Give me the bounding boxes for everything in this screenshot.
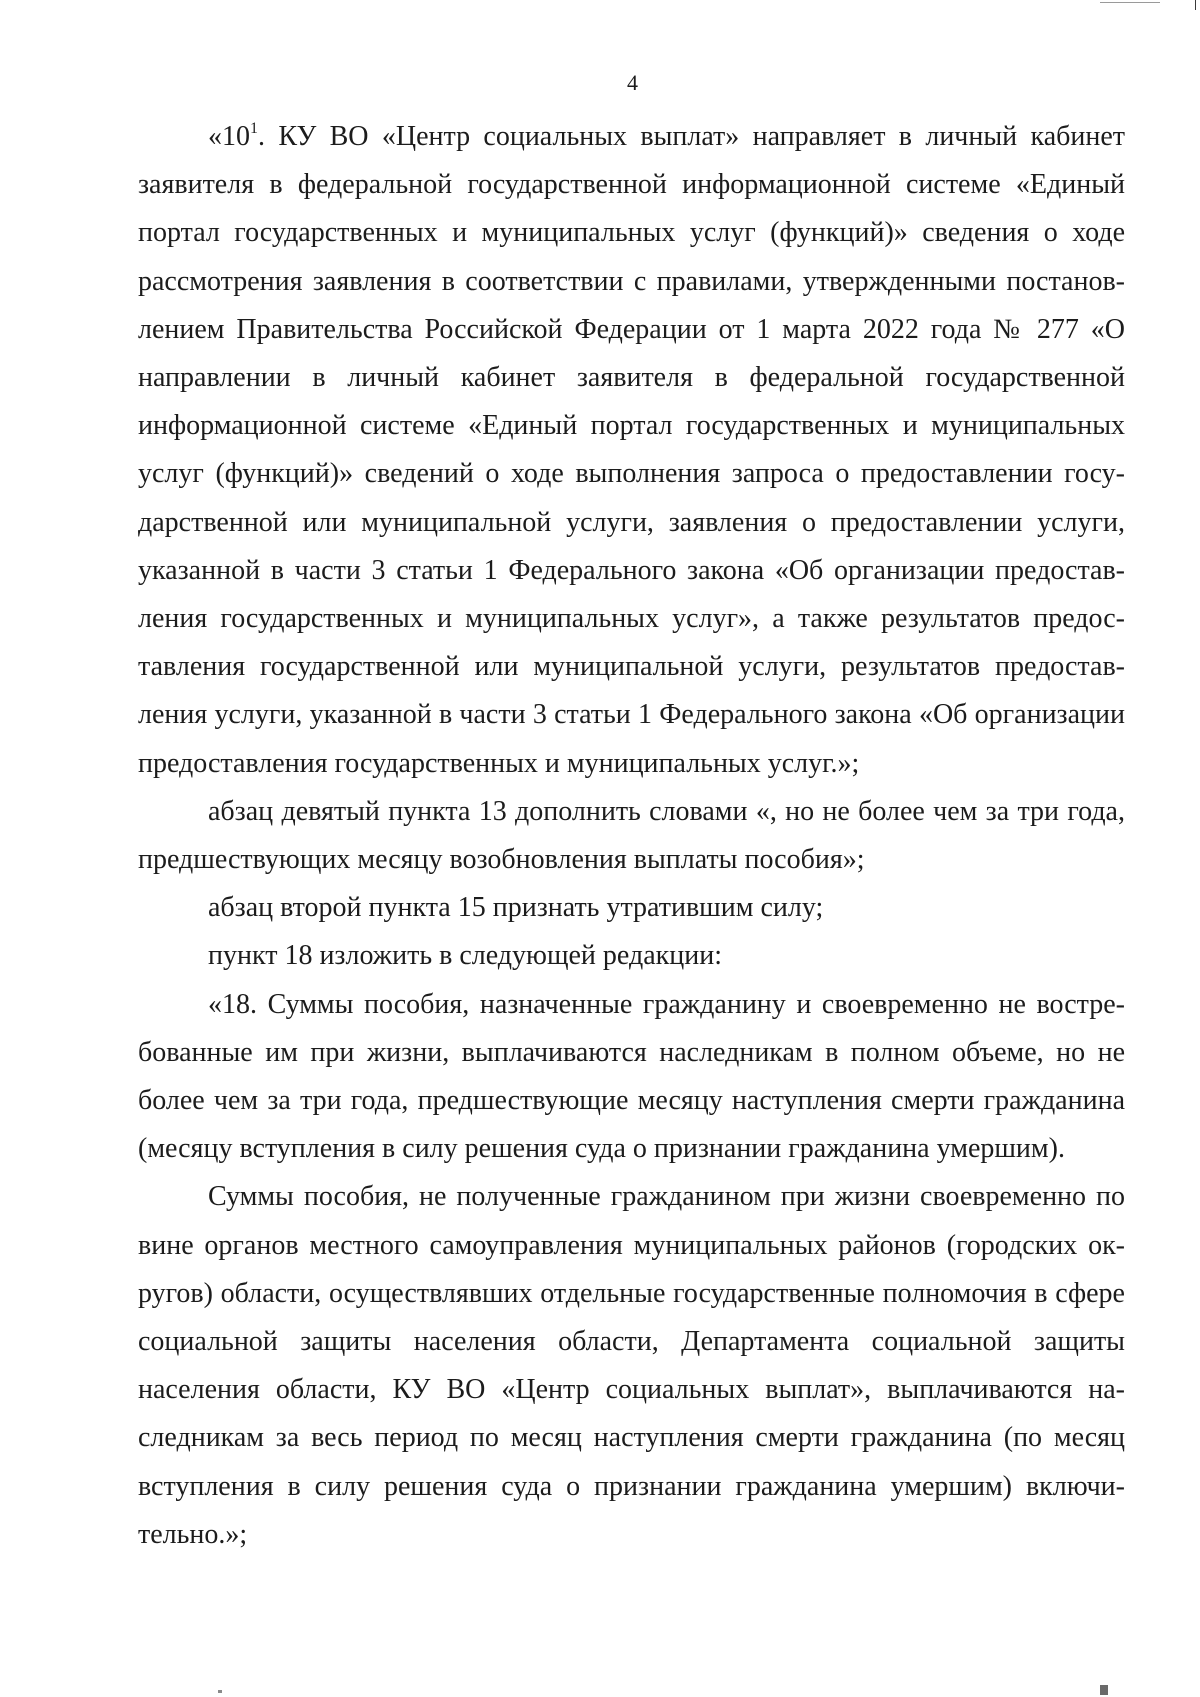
paragraph-amend-15: абзац второй пункта 15 признать утратившим силу;	[208, 892, 824, 924]
paragraph-10-1	[138, 113, 1125, 788]
paragraph-text: . КУ ВО «Центр социальных выплат» направляет в личный кабинет заявителя в федеральной государственной информационной системе «Единый портал государственных и муниципальных услуг (функций)» сведения о ходе рассмотрения заявления в соответствии с правилами, утвержденными постановлением Правительства Российской Федерации от 1 марта 2022 года № 277 «О направлении в личный кабинет заявителя в федеральной государственной информационной системе «Единый портал государственных и муниципальных услуг (функций)» сведений о ходе выполнения запроса о предоставлении государственной или муниципальной услуги, заявления о предоставлении услуги, указанной в части 3 статьи 1 Федерального закона «Об организации предоставления государственных и муниципальных услуг», а также результатов предоставления государственной или муниципальной услуги, результатов предоставления услуги, указанной в части 3 статьи 1 Федерального закона «Об организации предоставления государственных и муниципальных услуг.»;	[138, 121, 1125, 779]
scan-edge-mark	[1100, 1685, 1108, 1695]
scan-edge-mark	[1100, 2, 1160, 3]
scan-edge-mark	[1195, 0, 1196, 10]
page-number: 4	[627, 70, 638, 95]
paragraph-amend-13: абзац девятый пункта 13 дополнить словами «, но не более чем за три года, предшествующих месяцу возобновления выплаты пособия»;	[138, 795, 1125, 876]
paragraph-18-part-2: Суммы пособия, не полученные гражданином при жизни своевременно по вине органов местного самоуправления муниципальных районов (городских округов) области, осуществлявших отдельные государственные полномочия в сфере социальной защиты населения области, Департамента социальной защиты населения области, КУ ВО «Центр социальных выплат», выплачиваются наследникам за весь период по месяц наступления смерти гражданина (по месяц вступления в силу решения суда о признании гражданина умершим) включительно.»;	[138, 1181, 1125, 1550]
paragraph-18-part-1: «18. Суммы пособия, назначенные гражданину и своевременно не востребованные им при жизни, выплачиваются наследникам в полном объеме, но не более чем за три года, предшествующие месяцу наступления смерти гражданина (месяцу вступления в силу решения суда о признании гражданина умершим).	[138, 988, 1125, 1165]
paragraph-lead: «10	[208, 121, 250, 152]
scan-edge-mark	[218, 1690, 222, 1693]
paragraph-amend-18: пункт 18 изложить в следующей редакции:	[208, 940, 722, 972]
superscript-index: 1	[250, 120, 258, 137]
document-body	[138, 113, 1125, 1559]
